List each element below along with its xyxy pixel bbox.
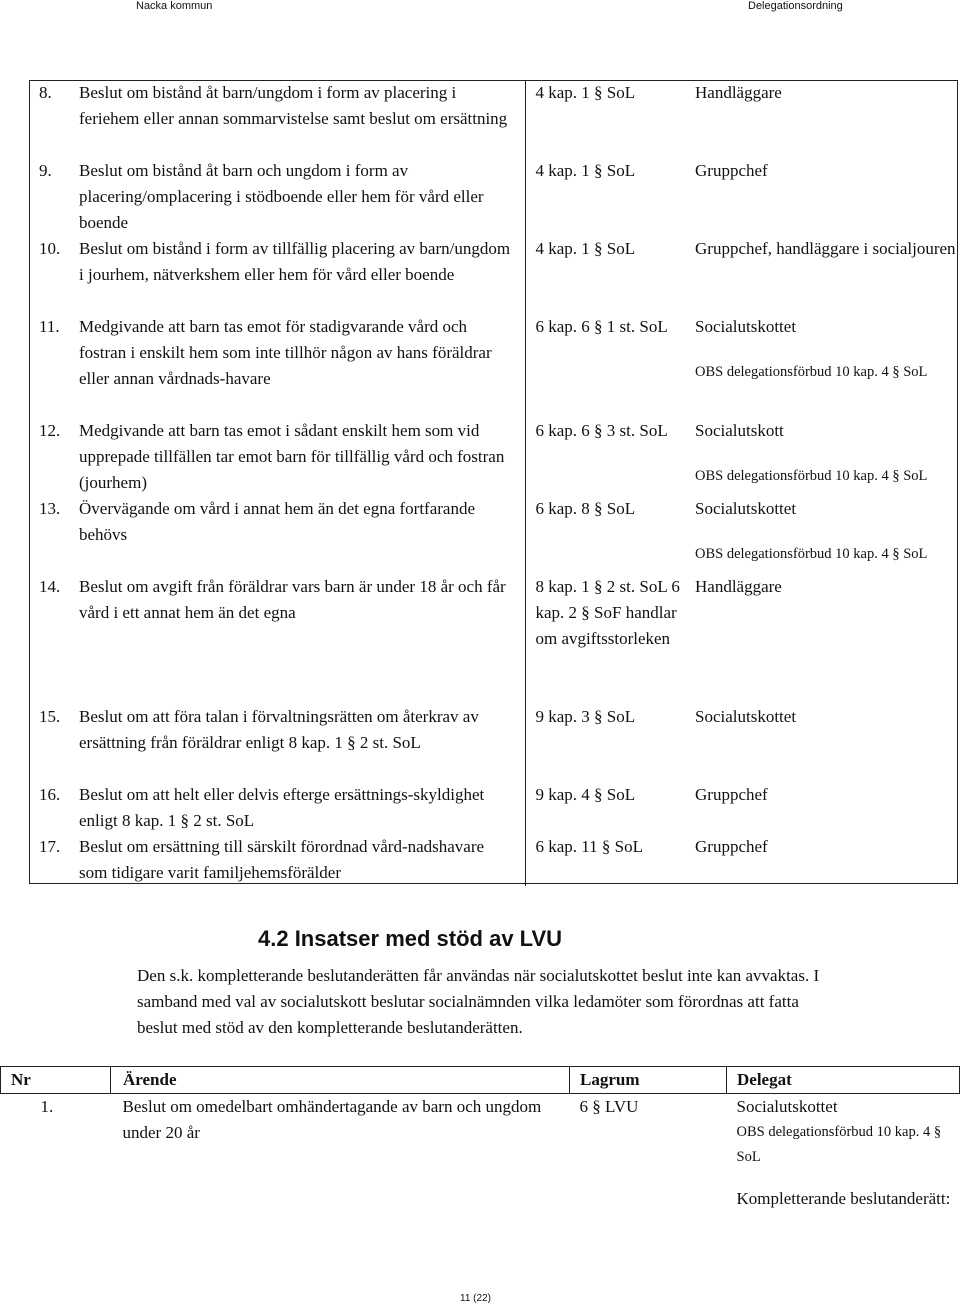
- row-arende: Beslut om bistånd i form av tillfällig placering av barn/ungdom i jourhem, nätverkshem eller hem för vård eller boende: [79, 236, 525, 314]
- row-arende: Beslut om ersättning till särskilt förordnad vård-nadshavare som tidigare varit familjehemsförälder: [79, 834, 525, 886]
- row-number: 1.: [1, 1094, 111, 1244]
- table-row: [29, 80, 958, 158]
- row-arende: Beslut om att helt eller delvis efterge ersättnings-skyldighet enligt 8 kap. 1 § 2 st. SoL: [79, 782, 525, 834]
- row-delegat-cell: [695, 496, 958, 574]
- table-row: [29, 236, 958, 314]
- row-delegat-cell: [695, 418, 958, 496]
- obs-note: OBS delegationsförbud 10 kap. 4 § SoL: [736, 1124, 942, 1165]
- column-header-lagrum: Lagrum: [570, 1067, 727, 1094]
- row-lagrum: 8 kap. 1 § 2 st. SoL 6 kap. 2 § SoF handlar om avgiftsstorleken: [535, 577, 680, 648]
- row-arende: Beslut om bistånd åt barn/ungdom i form av placering i feriehem eller annan sommarvistelse samt beslut om ersättning: [79, 80, 525, 158]
- obs-note: OBS delegationsförbud 10 kap. 4 § SoL: [695, 364, 928, 380]
- delegation-table-sol: [29, 80, 958, 886]
- table-row: [29, 314, 958, 418]
- row-number: 16.: [39, 785, 61, 804]
- row-delegat: Gruppchef, handläggare i socialjouren: [695, 239, 956, 258]
- section-heading: 4.2 Insatser med stöd av LVU: [258, 926, 563, 951]
- row-lagrum: 9 kap. 4 § SoL: [535, 785, 636, 804]
- table-row: [1, 1094, 960, 1244]
- row-number: 11.: [39, 317, 60, 336]
- row-delegat: Gruppchef: [695, 785, 768, 804]
- row-number: 9.: [39, 161, 52, 180]
- row-delegat-cell: [727, 1094, 960, 1244]
- row-delegat-cell: [695, 314, 958, 418]
- row-arende: Beslut om bistånd åt barn och ungdom i form av placering/omplacering i stödboende eller hem för vård eller boende: [79, 158, 525, 236]
- row-lagrum: 6 kap. 6 § 3 st. SoL: [535, 421, 668, 440]
- row-arende: Beslut om avgift från föräldrar vars barn är under 18 år och får vård i ett annat hem än det egna: [79, 574, 525, 704]
- row-lagrum: 6 kap. 11 § SoL: [535, 837, 644, 856]
- table-row: [29, 834, 958, 886]
- table-row: [29, 782, 958, 834]
- row-number: 12.: [39, 421, 61, 440]
- table-row: [29, 704, 958, 782]
- table-row: [29, 496, 958, 574]
- row-lagrum: 6 § LVU: [570, 1094, 727, 1244]
- row-delegat: Socialutskott: [695, 421, 784, 440]
- row-number: 17.: [39, 837, 61, 856]
- table-row: [29, 158, 958, 236]
- row-delegat: Handläggare: [695, 83, 782, 102]
- table-header-row: [1, 1067, 960, 1094]
- page-number: 11 (22): [460, 1293, 491, 1304]
- obs-note: OBS delegationsförbud 10 kap. 4 § SoL: [695, 468, 928, 484]
- row-delegat: Socialutskottet: [736, 1097, 838, 1116]
- row-number: 14.: [39, 577, 61, 596]
- column-header-delegat: Delegat: [727, 1067, 960, 1094]
- section-intro: Den s.k. kompletterande beslutanderätten får användas när socialutskottet beslut inte kan avvaktas. I samband med val av socialutskott beslutar socialnämnden vilka ledamöter som förordnas att fatta beslut med stöd av den kompletterande beslutanderätten.: [137, 966, 820, 1037]
- row-delegat: Socialutskottet: [695, 707, 797, 726]
- row-lagrum: 4 kap. 1 § SoL: [535, 83, 636, 102]
- row-delegat: Gruppchef: [695, 837, 768, 856]
- table-row: [29, 574, 958, 704]
- row-arende: Medgivande att barn tas emot för stadigvarande vård och fostran i enskilt hem som inte tillhör någon av hans föräldrar eller annan vårdnads-havare: [79, 314, 525, 418]
- column-header-nr: Nr: [1, 1067, 111, 1094]
- obs-note: OBS delegationsförbud 10 kap. 4 § SoL: [695, 546, 928, 562]
- row-number: 13.: [39, 499, 61, 518]
- row-delegat: Socialutskottet: [695, 317, 797, 336]
- row-arende: Övervägande om vård i annat hem än det egna fortfarande behövs: [79, 496, 525, 574]
- row-lagrum: 9 kap. 3 § SoL: [535, 707, 636, 726]
- row-number: 8.: [39, 83, 52, 102]
- column-header-arende: Ärende: [111, 1067, 570, 1094]
- row-number: 15.: [39, 707, 61, 726]
- row-delegat: Gruppchef: [695, 161, 768, 180]
- delegation-table-lvu: [0, 1066, 960, 1244]
- extra-note: Kompletterande beslutanderätt:: [736, 1189, 951, 1208]
- header-organization: Nacka kommun: [136, 0, 213, 12]
- row-arende: Medgivande att barn tas emot i sådant enskilt hem som vid upprepade tillfällen tar emot barn för tillfällig vård och fostran (jourhem): [79, 418, 525, 496]
- row-lagrum: 4 kap. 1 § SoL: [535, 239, 636, 258]
- row-lagrum: 6 kap. 6 § 1 st. SoL: [535, 317, 668, 336]
- row-delegat: Handläggare: [695, 577, 782, 596]
- row-arende: Beslut om omedelbart omhändertagande av barn och ungdom under 20 år: [111, 1094, 570, 1244]
- row-arende: Beslut om att föra talan i förvaltningsrätten om återkrav av ersättning från föräldrar enligt 8 kap. 1 § 2 st. SoL: [79, 704, 525, 782]
- row-delegat: Socialutskottet: [695, 499, 797, 518]
- row-lagrum: 6 kap. 8 § SoL: [535, 499, 636, 518]
- row-number: 10.: [39, 239, 61, 258]
- row-lagrum: 4 kap. 1 § SoL: [535, 161, 636, 180]
- header-document-title: Delegationsordning: [748, 0, 843, 12]
- table-row: [29, 418, 958, 496]
